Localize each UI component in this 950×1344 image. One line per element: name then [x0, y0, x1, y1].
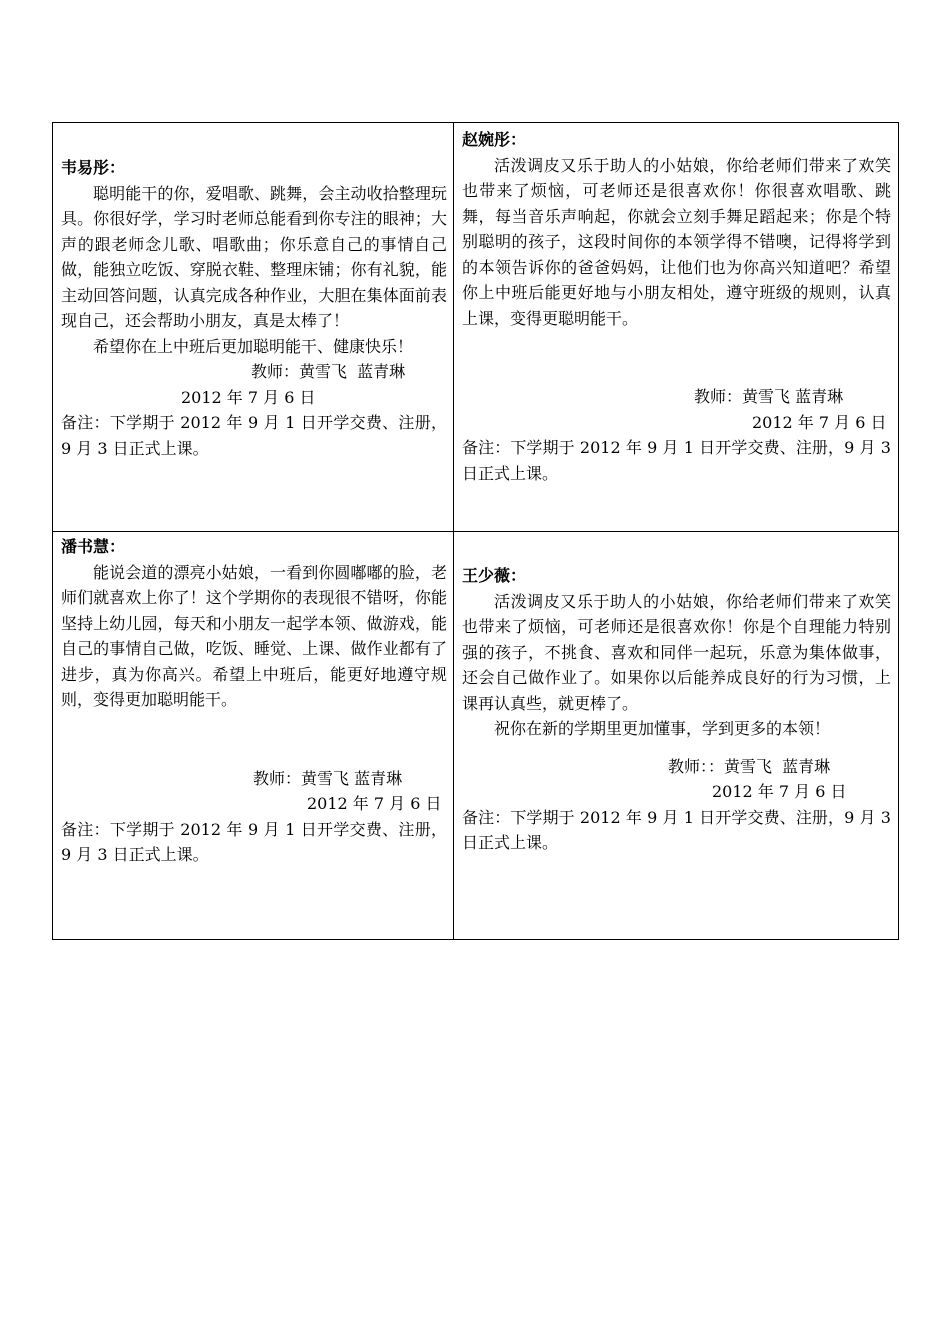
student-name: 韦易彤：: [61, 158, 126, 177]
comment-paragraph: 祝你在新的学期里更加懂事，学到更多的本领！: [494, 719, 831, 738]
comment-paragraph: 能说会道的漂亮小姑娘，一看到你圆嘟嘟的脸，老师们就喜欢上你了！这个学期你的表现很不错呀，你能坚持上幼儿园，每天和小朋友一起学本领、做游戏，能自己的事情自己做，吃饭、睡觉、上课、做作业都有了进步，真为你高兴。希望上中班后，能更好地遵守规则，变得更加聪明能干。: [61, 562, 447, 709]
teacher-signature: 教师：黄雪飞 蓝青琳: [694, 387, 844, 406]
comment-paragraph: 活泼调皮又乐于助人的小姑娘，你给老师们带来了欢笑也带来了烦恼，可老师还是很喜欢你！你是个自理能力特别强的孩子，不挑食、喜欢和同伴一起玩，乐意为集体做事，还会自己做作业了。如果你以后能养成良好的行为习惯，上课再认真些，就更棒了。: [462, 591, 891, 713]
comment-paragraph: 希望你在上中班后更加聪明能干、健康快乐！: [93, 336, 414, 356]
comment-cell-zhao-wantong: [462, 127, 891, 486]
comment-date: 2012 年 7 月 6 日: [181, 387, 316, 407]
comment-paragraph: 活泼调皮又乐于助人的小姑娘，你给老师们带来了欢笑也带来了烦恼，可老师还是很喜欢你！你很喜欢唱歌、跳舞，每当音乐声响起，你就会立刻手舞足蹈起来；你是个特别聪明的孩子，这段时间你的本领学得不错噢，记得将学到的本领告诉你的爸爸妈妈，让他们也为你高兴知道吧？希望你上中班后能更好地与小朋友相处，遵守班级的规则，认真上课，变得更聪明能干。: [462, 155, 891, 328]
comment-cell-wang-shaowei: [462, 563, 891, 856]
registration-note: 备注：下学期于 2012 年 9 月 1 日开学交费、注册，9 月 3 日正式上课。: [462, 807, 891, 852]
comment-cell-pan-shuhui: [61, 534, 447, 868]
comment-paragraph: 聪明能干的你，爱唱歌、跳舞，会主动收拾整理玩具。你很好学，学习时老师总能看到你专注的眼神；大声的跟老师念儿歌、唱歌曲；你乐意自己的事情自己做，能独立吃饭、穿脱衣鞋、整理床铺；你有礼貌，能主动回答问题，认真完成各种作业，大胆在集体面前表现自己，还会帮助小朋友，真是太棒了！: [61, 183, 447, 330]
teacher-signature: 教师：黄雪飞 蓝青琳: [251, 362, 406, 381]
teacher-signature: 教师：黄雪飞 蓝青琳: [253, 768, 403, 788]
registration-note: 备注：下学期于 2012 年 9 月 1 日开学交费、注册，9 月 3 日正式上课。: [61, 413, 447, 458]
registration-note: 备注：下学期于 2012 年 9 月 1 日开学交费、注册，9 月 3 日正式上课。: [462, 438, 891, 483]
table-divider-horizontal: [53, 531, 898, 532]
registration-note: 备注：下学期于 2012 年 9 月 1 日开学交费、注册，9 月 3 日正式上课。: [61, 819, 447, 864]
comment-cell-wei-yitong: [61, 155, 447, 461]
comment-date: 2012 年 7 月 6 日: [712, 782, 847, 801]
teacher-signature: 教师：：黄雪飞 蓝青琳: [668, 756, 831, 776]
student-name: 王少薇：: [462, 566, 527, 585]
comment-date: 2012 年 7 月 6 日: [752, 412, 887, 432]
student-name: 赵婉彤：: [462, 130, 527, 149]
student-name: 潘书慧：: [61, 537, 126, 556]
comment-date: 2012 年 7 月 6 日: [307, 794, 442, 813]
comments-table: [52, 122, 899, 940]
